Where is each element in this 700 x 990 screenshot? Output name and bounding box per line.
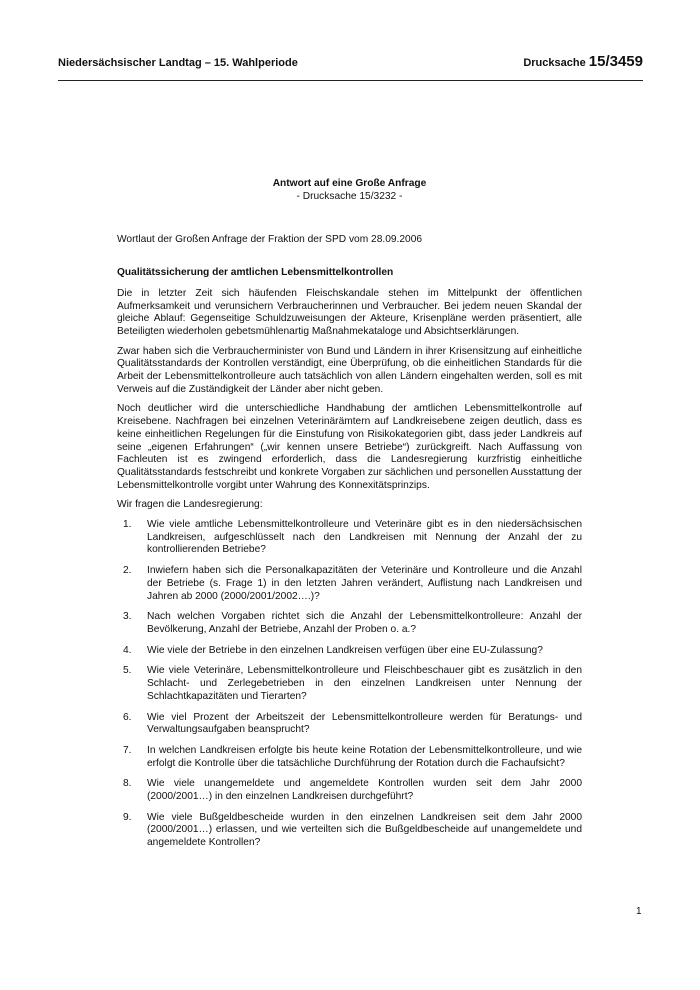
document-number — [523, 53, 643, 70]
question-number: 4. — [123, 644, 132, 656]
question-item — [117, 745, 582, 770]
document-number-label: Drucksache — [523, 57, 586, 69]
question-text: In welchen Landkreisen erfolgte bis heute keine Rotation der Lebensmittelkontrolleure, und wie erfolgt die Kontrolle über die tatsächliche Durchführung der Rotation durch die Fachaufsicht? — [147, 744, 582, 769]
question-text: Wie viele Veterinäre, Lebensmittelkontrolleure und Fleischbeschauer gibt es zusätzlich in den Schlacht- und Zerlegebetrieben in den einzelnen Landkreisen unter Nennung der Schlachtkapazitäten und Tierarten? — [147, 665, 582, 702]
question-number: 6. — [123, 711, 132, 723]
intro-line: Wortlaut der Großen Anfrage der Fraktion der SPD vom 28.09.2006 — [117, 234, 423, 246]
question-item — [117, 712, 582, 737]
parliament-label: Niedersächsischer Landtag – 15. Wahlperiode — [58, 57, 298, 69]
document-title: Antwort auf eine Große Anfrage — [272, 178, 427, 189]
question-text: Inwiefern haben sich die Personalkapazitäten der Veterinäre und Kontrolleure und die Anzahl der Betriebe (s. Frage 1) in den letzten Jahren verändert, Auflistung nach Landkreisen und Jahren ab 2000 (2000/2001/2002….)? — [147, 565, 582, 602]
question-intro: Wir fragen die Landesregierung: — [117, 499, 263, 511]
question-text: Wie viel Prozent der Arbeitszeit der Lebensmittelkontrolleure werden für Beratungs- und Verwaltungsaufgaben beansprucht? — [147, 711, 582, 736]
question-text: Wie viele der Betriebe in den einzelnen Landkreisen verfügen über eine EU-Zulassung? — [147, 644, 543, 656]
page-header — [58, 53, 643, 70]
question-item — [117, 812, 582, 850]
question-number: 9. — [123, 811, 132, 823]
page-number: 1 — [636, 906, 642, 917]
document-body — [117, 178, 582, 858]
question-text: Wie viele amtliche Lebensmittelkontrolleure und Veterinäre gibt es in den niedersächsischen Landkreisen, aufgeschlüsselt nach den Landkreisen mit Nennung der Anzahl der zu kontrollierenden Betriebe? — [147, 519, 582, 556]
question-item — [117, 645, 582, 658]
question-text: Wie viele unangemeldete und angemeldete Kontrollen wurden seit dem Jahr 2000 (2000/2001…) in den einzelnen Landkreisen durchgeführt? — [147, 778, 582, 803]
paragraph: Noch deutlicher wird die unterschiedliche Handhabung der amtlichen Lebensmittelkontrolle auf Kreisebene. Nachfragen bei einzelnen Veterinärämtern auf Landkreisebene zeigen deutlich, dass es keine einheitlichen Regelungen für die Einstufung von Risikokategorien gibt, dass jeder Landkreis auf seine „eigenen Erfahrungen“ („wir kennen unsere Betriebe“) zurückgreift. Nach Auffassung von Fachleuten ist es zwingend erforderlich, dass die Landesregierung kurzfristig einheitliche Qualitätsstandards festschreibt und konkrete Vorgaben zur sächlichen und personellen Ausstattung der Lebensmittelkontrolle vorgibt unter Wahrung des Konnexitätsprinzips. — [117, 403, 582, 491]
question-item — [117, 665, 582, 703]
paragraph: Zwar haben sich die Verbraucherminister von Bund und Ländern in ihrer Krisensitzung auf einheitliche Qualitätsstandards der Kontrollen verständigt, eine Überprüfung, ob die einheitlichen Standards für die Arbeit der Lebensmittelkontrolleure auch tatsächlich von allen Ländern eingehalten werden, soll es mit Verweis auf die Zuständigkeit der Länder aber nicht geben. — [117, 345, 582, 395]
question-number: 1. — [123, 519, 132, 531]
question-number: 3. — [123, 611, 132, 623]
question-item — [117, 778, 582, 803]
document-subtitle: - Drucksache 15/3232 - — [296, 190, 403, 202]
question-text: Nach welchen Vorgaben richtet sich die Anzahl der Lebensmittelkontrolleure: Anzahl der Bevölkerung, Anzahl der Betriebe, Anzahl der Proben o. a.? — [147, 611, 582, 635]
paragraph: Die in letzter Zeit sich häufenden Fleischskandale stehen im Mittelpunkt der öffentlichen Aufmerksamkeit und verunsichern Verbraucherinnen und Verbraucher. Bei jedem neuen Skandal der gleiche Ablauf: Gegenseitige Schuldzuweisungen der Akteure, Krisenpläne werden präsentiert, alle Beteiligten wiederholen gebetsmühlenartig Maßnahmekataloge und Absichtserklärungen. — [117, 287, 582, 337]
question-number: 2. — [123, 565, 132, 577]
document-number-value: 15/3459 — [588, 53, 643, 70]
section-heading: Qualitätssicherung der amtlichen Lebensmittelkontrollen — [117, 267, 394, 279]
question-item — [117, 611, 582, 636]
question-number: 5. — [123, 665, 132, 677]
question-text: Wie viele Bußgeldbescheide wurden in den einzelnen Landkreisen seit dem Jahr 2000 (2000/2001…) erlassen, und wie verteilten sich die Bußgeldbescheide auf unangemeldete und angemeldete Kontrollen? — [147, 811, 582, 849]
question-number: 8. — [123, 778, 132, 790]
question-list — [117, 519, 582, 850]
question-number: 7. — [123, 744, 132, 756]
question-item — [117, 519, 582, 557]
header-divider — [58, 80, 643, 81]
question-item — [117, 565, 582, 603]
